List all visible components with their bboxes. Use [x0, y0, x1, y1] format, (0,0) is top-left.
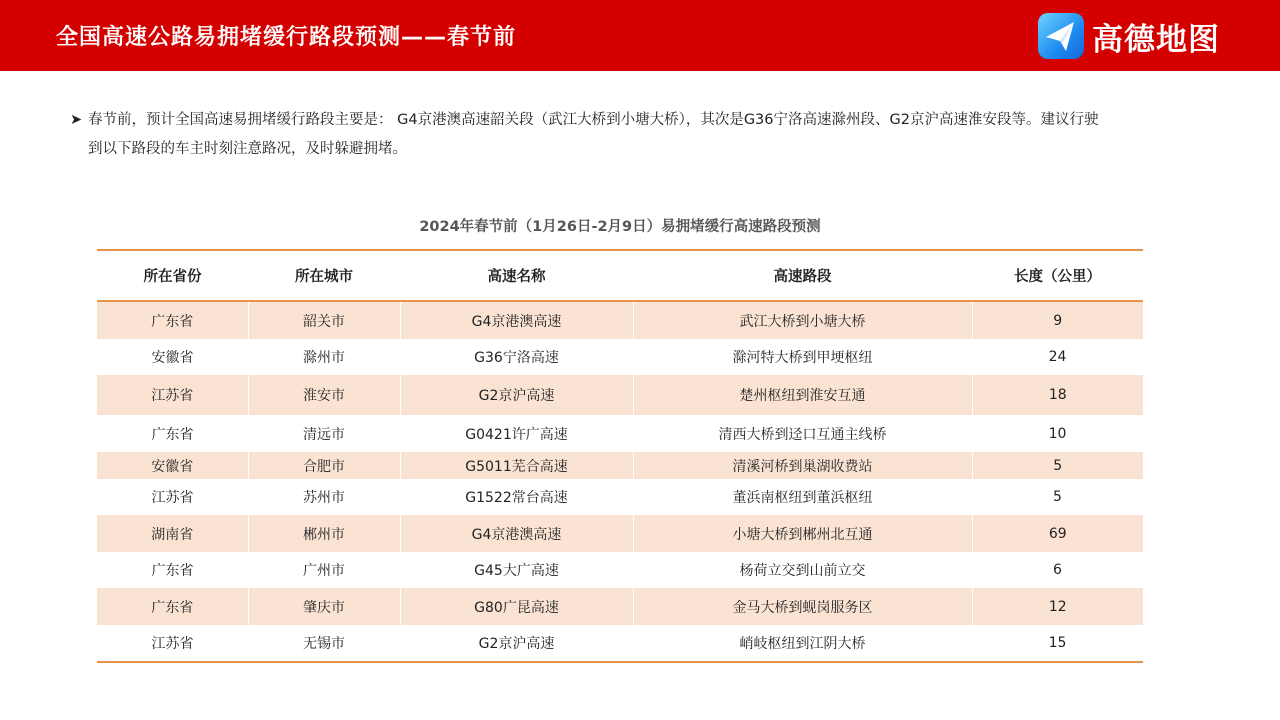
- cell-length: 5: [972, 452, 1143, 479]
- paper-plane-icon: [1038, 13, 1084, 59]
- header-city: 所在城市: [248, 250, 400, 301]
- table-title: 2024年春节前（1月26日-2月9日）易拥堵缓行高速路段预测: [419, 219, 821, 235]
- cell-highway-section: 金马大桥到蚬岗服务区: [633, 588, 972, 625]
- cell-highway-name: G45大广高速: [474, 563, 559, 579]
- cell-length: 12: [972, 588, 1143, 625]
- cell-province: 广东省: [97, 588, 248, 625]
- cell-highway-section: 小塘大桥到郴州北互通: [633, 515, 972, 552]
- header-bar: [0, 0, 1280, 71]
- cell-province: 江苏省: [151, 490, 194, 506]
- page-title: 全国高速公路易拥堵缓行路段预测——春节前: [56, 25, 517, 50]
- table-row: [97, 301, 1143, 339]
- arrow-bullet-icon: ➤: [70, 112, 83, 128]
- cell-length: 10: [1048, 425, 1067, 442]
- cell-highway-name: G2京沪高速: [400, 375, 633, 415]
- cell-highway-name: G4京港澳高速: [400, 515, 633, 552]
- cell-province: 安徽省: [97, 452, 248, 479]
- table-row: [97, 452, 1143, 479]
- cell-province: 湖南省: [97, 515, 248, 552]
- cell-highway-section: 滁河特大桥到甲埂枢纽: [732, 350, 873, 366]
- table-header-row: [97, 250, 1143, 301]
- cell-highway-section: 清溪河桥到巢湖收费站: [633, 452, 972, 479]
- cell-highway-section: 清西大桥到迳口互通主线桥: [718, 426, 887, 443]
- cell-length: 6: [1053, 562, 1062, 578]
- cell-city: 韶关市: [248, 301, 400, 339]
- congestion-table: [97, 249, 1143, 663]
- cell-highway-section: 峭岐枢纽到江阴大桥: [633, 625, 972, 662]
- logo-text: 高德地图: [1092, 21, 1220, 58]
- cell-length: 24: [1048, 349, 1067, 365]
- intro-line-1: 春节前，预计全国高速易拥堵缓行路段主要是： G4京港澳高速韶关段（武江大桥到小塘大桥），其次是G36宁洛高速滁州段、G2京沪高速淮安段等。建议行驶: [88, 112, 1099, 128]
- cell-city: 广州市: [303, 563, 345, 579]
- cell-highway-name: G1522常台高速: [465, 490, 568, 506]
- table-row: [97, 625, 1143, 662]
- table-row: [97, 375, 1143, 415]
- table-row: [97, 588, 1143, 625]
- header-highway-section: 高速路段: [633, 250, 972, 301]
- table-row: [97, 479, 1143, 515]
- cell-highway-section: 武江大桥到小塘大桥: [633, 301, 972, 339]
- cell-highway-name: G5011芜合高速: [400, 452, 633, 479]
- cell-city: 合肥市: [248, 452, 400, 479]
- cell-city: 郴州市: [248, 515, 400, 552]
- amap-logo: [1038, 13, 1220, 59]
- cell-city: 苏州市: [303, 490, 345, 506]
- table-row: [97, 415, 1143, 452]
- header-length: 长度（公里）: [972, 250, 1143, 301]
- cell-highway-section: 杨荷立交到山前立交: [739, 563, 866, 579]
- cell-highway-name: G2京沪高速: [400, 625, 633, 662]
- cell-length: 5: [1053, 489, 1062, 505]
- cell-province: 江苏省: [97, 375, 248, 415]
- cell-province: 安徽省: [151, 350, 194, 366]
- cell-length: 9: [972, 301, 1143, 339]
- cell-city: 滁州市: [303, 350, 345, 366]
- cell-highway-name: G80广昆高速: [400, 588, 633, 625]
- cell-highway-name: G0421许广高速: [465, 426, 568, 443]
- cell-city: 淮安市: [248, 375, 400, 415]
- intro-paragraph: [70, 106, 1200, 164]
- cell-province: 江苏省: [97, 625, 248, 662]
- header-highway-name: 高速名称: [400, 250, 633, 301]
- cell-length: 15: [972, 625, 1143, 662]
- cell-province: 广东省: [151, 426, 194, 443]
- intro-line-2: 到以下路段的车主时刻注意路况，及时躲避拥堵。: [88, 141, 407, 157]
- table-row: [97, 552, 1143, 588]
- cell-highway-name: G4京港澳高速: [400, 301, 633, 339]
- table-row: [97, 515, 1143, 552]
- table-row: [97, 339, 1143, 375]
- cell-city: 无锡市: [248, 625, 400, 662]
- cell-city: 肇庆市: [248, 588, 400, 625]
- cell-highway-name: G36宁洛高速: [474, 350, 559, 366]
- cell-length: 69: [972, 515, 1143, 552]
- cell-highway-section: 董浜南枢纽到董浜枢纽: [732, 490, 873, 506]
- cell-length: 18: [972, 375, 1143, 415]
- cell-province: 广东省: [151, 563, 194, 579]
- cell-province: 广东省: [97, 301, 248, 339]
- header-province: 所在省份: [97, 250, 248, 301]
- cell-highway-section: 楚州枢纽到淮安互通: [633, 375, 972, 415]
- cell-city: 清远市: [303, 426, 345, 443]
